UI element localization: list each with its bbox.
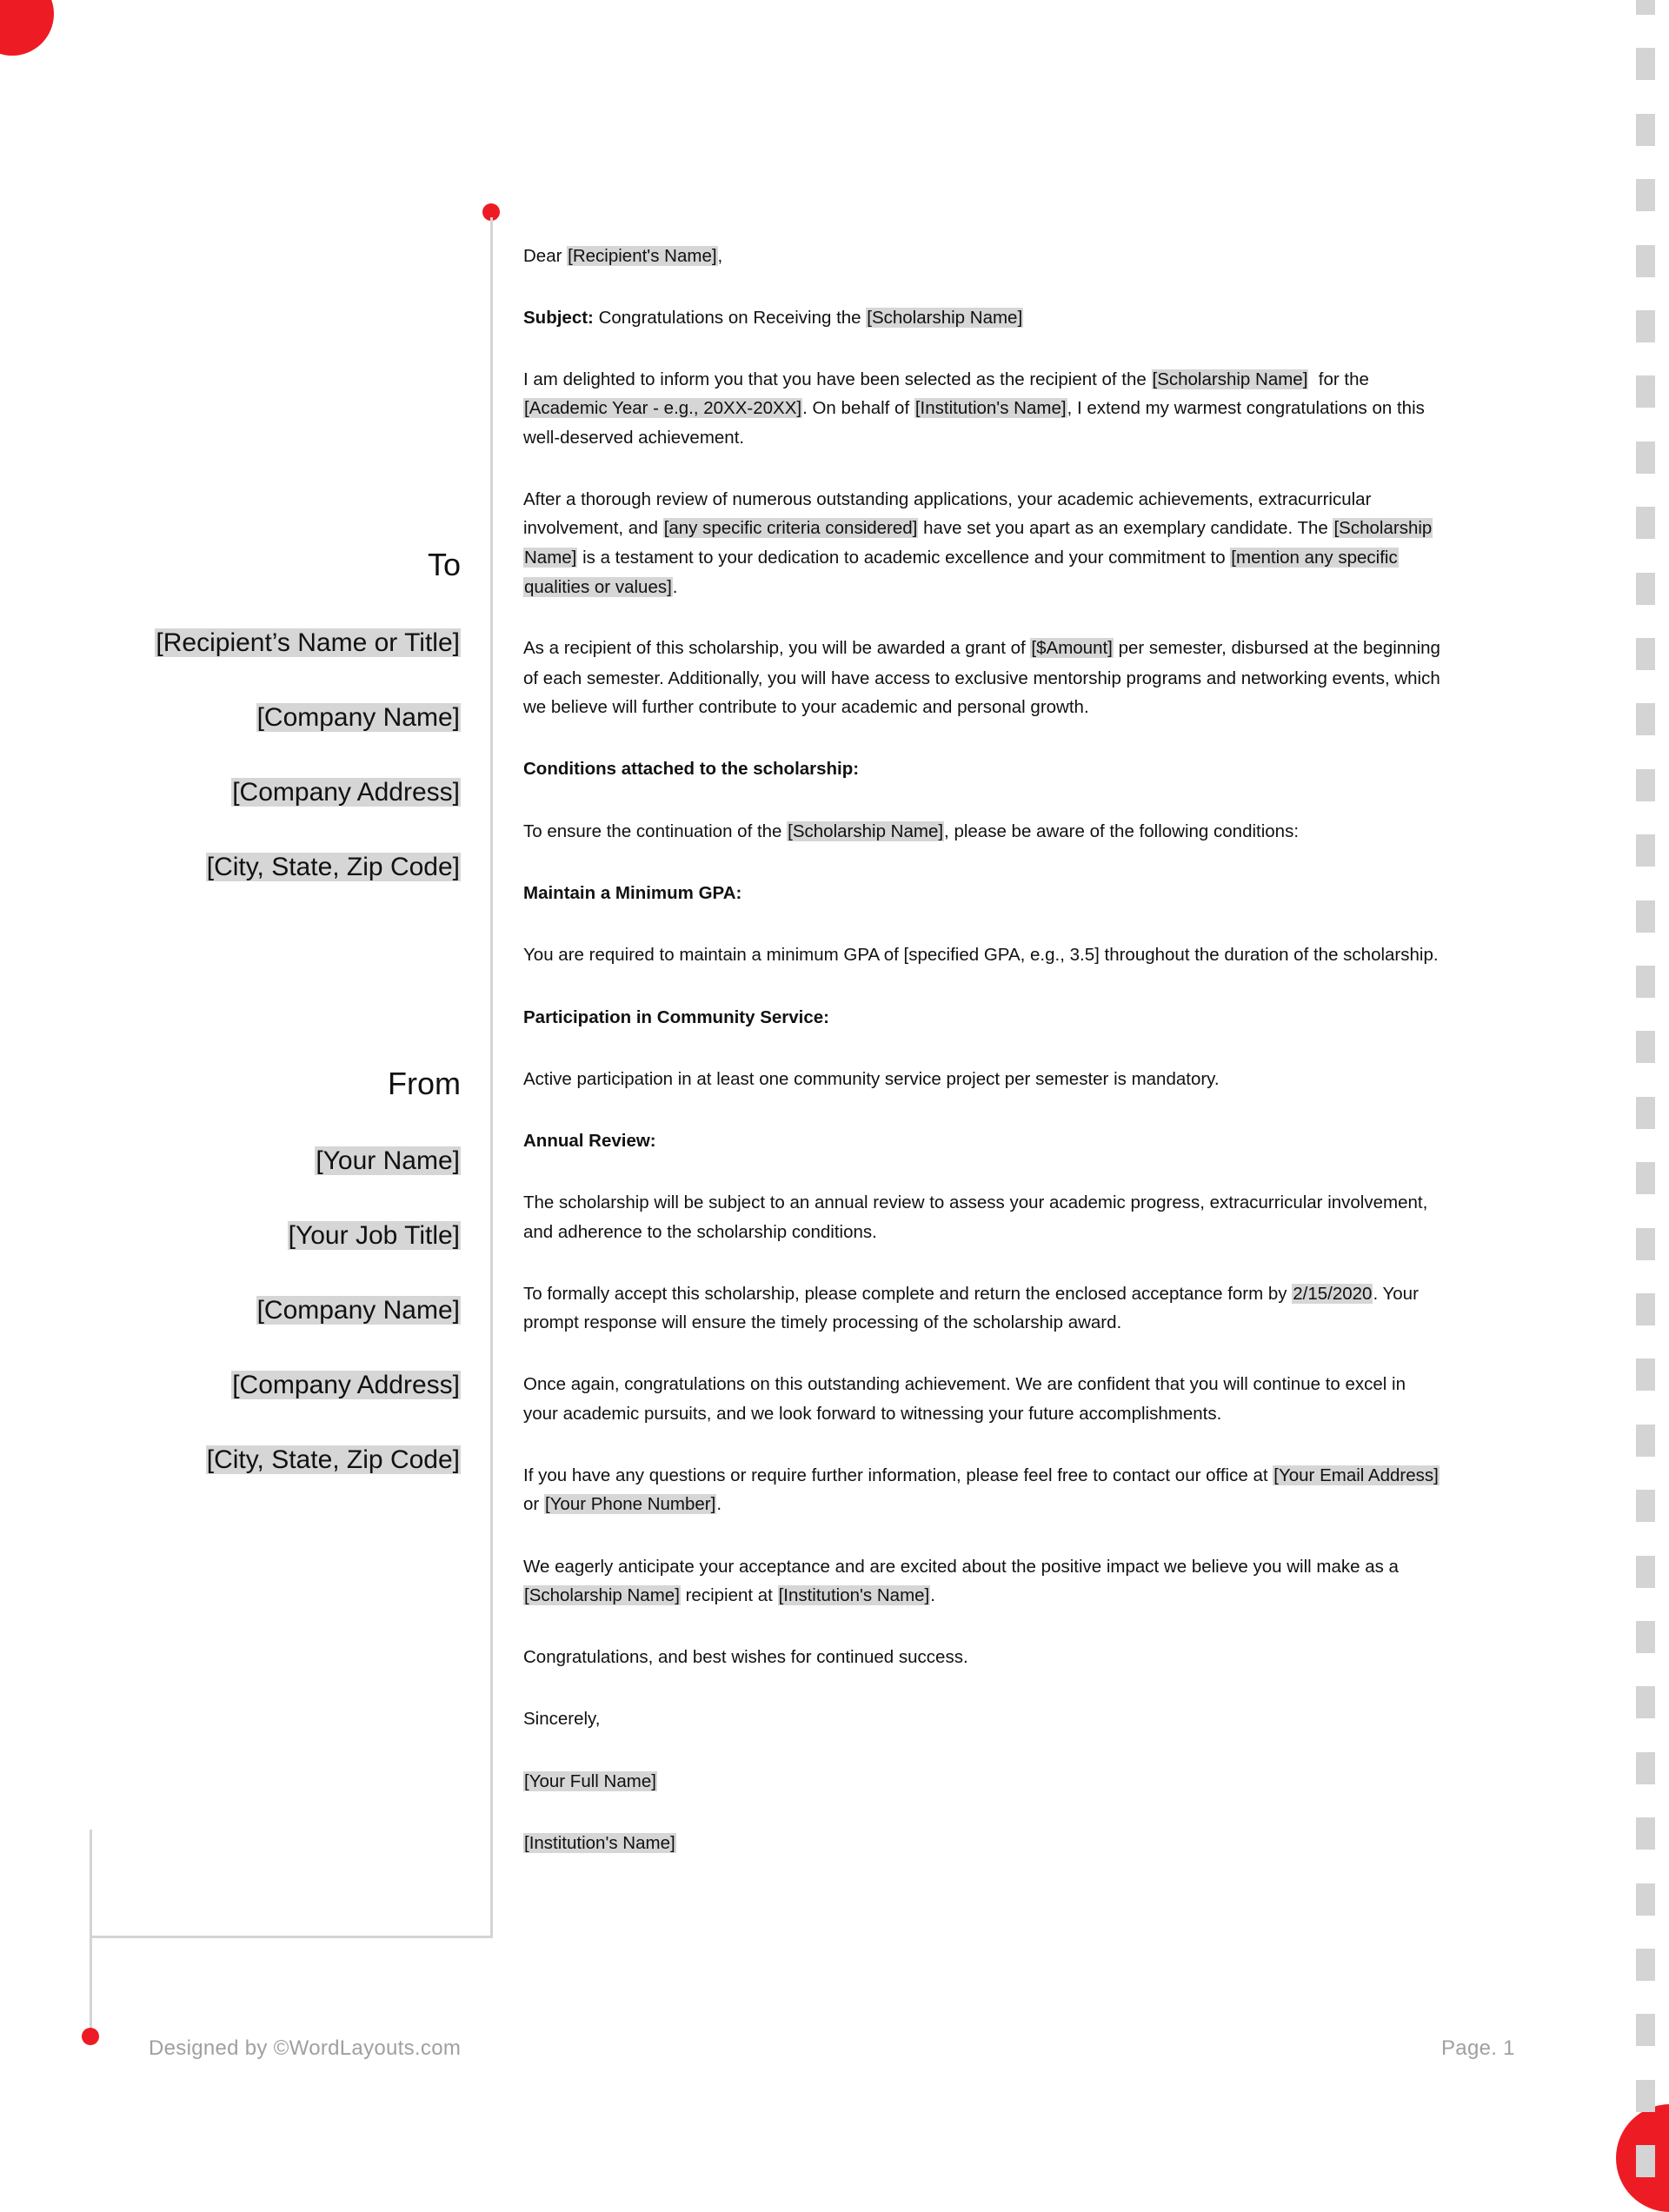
- border-stripe: [1636, 2080, 1655, 2112]
- again-line-2: your academic pursuits, and we look forward to witnessing your future accomplishments.: [523, 1404, 1222, 1424]
- border-stripe: [1636, 1293, 1655, 1325]
- review-heading: Annual Review:: [523, 1131, 656, 1151]
- paragraph-1-line-3: well-deserved achievement.: [523, 428, 745, 448]
- text: To formally accept this scholarship, please complete and return the enclosed acceptance form by: [523, 1284, 1293, 1304]
- placeholder: [Company Address]: [232, 1371, 460, 1399]
- placeholder: [Scholarship: [1333, 518, 1433, 538]
- text: is a testament to your dedication to academic excellence and your commitment to: [577, 548, 1231, 568]
- subject-text: Congratulations on Receiving the: [593, 308, 867, 328]
- to-company-address: [231, 775, 461, 810]
- placeholder: Name]: [524, 548, 577, 568]
- text: I am delighted to inform you that you have been selected as the recipient of the: [523, 369, 1152, 389]
- from-company-address: [231, 1368, 461, 1403]
- paragraph-3-line-2: of each semester. Additionally, you will have access to exclusive mentorship programs and networking events, which: [523, 668, 1440, 688]
- from-heading: From: [388, 1066, 461, 1101]
- placeholder: [Scholarship Name]: [788, 821, 944, 841]
- border-stripe: [1636, 2145, 1655, 2177]
- subject-label: Subject:: [523, 308, 594, 328]
- placeholder: [Scholarship Name]: [1152, 369, 1308, 389]
- border-stripe: [1636, 1031, 1655, 1063]
- placeholder: [Scholarship Name]: [867, 308, 1023, 328]
- timeline-horizontal-rule: [90, 1936, 493, 1938]
- placeholder: [Your Full Name]: [524, 1771, 656, 1791]
- placeholder: [Your Phone Number]: [544, 1494, 716, 1514]
- border-stripe: [1636, 1162, 1655, 1194]
- placeholder: [Company Name]: [256, 703, 460, 732]
- text: involvement, and: [523, 518, 663, 538]
- paragraph-3-line-3: we believe will further contribute to your academic and personal growth.: [523, 697, 1089, 717]
- border-stripe: [1636, 48, 1655, 80]
- text: have set you apart as an exemplary candidate. The: [918, 518, 1333, 538]
- border-stripe: [1636, 1490, 1655, 1522]
- contact-line-1: [523, 1464, 1440, 1488]
- contact-line-2: [523, 1492, 721, 1517]
- placeholder: [mention any specific: [1231, 548, 1398, 568]
- border-stripe: [1636, 1752, 1655, 1784]
- border-stripe: [1636, 966, 1655, 998]
- text: .: [672, 577, 678, 597]
- text: recipient at: [680, 1585, 778, 1605]
- to-company-name: [256, 701, 461, 735]
- border-stripe: [1636, 1817, 1655, 1850]
- footer-page-number: Page. 1: [1441, 2036, 1515, 2060]
- border-stripe: [1636, 507, 1655, 539]
- border-stripe: [1636, 2014, 1655, 2046]
- placeholder: [City, State, Zip Code]: [206, 1445, 460, 1474]
- border-stripe: [1636, 375, 1655, 408]
- border-stripe: [1636, 638, 1655, 670]
- anticipate-line-2: [523, 1584, 935, 1608]
- placeholder: qualities or values]: [524, 577, 672, 597]
- greeting-suffix: ,: [717, 246, 723, 266]
- border-stripe: [1636, 1949, 1655, 1981]
- border-stripe: [1636, 114, 1655, 146]
- accept-line-2: prompt response will ensure the timely processing of the scholarship award.: [523, 1312, 1122, 1332]
- text: If you have any questions or require further information, please feel free to contact our office at: [523, 1465, 1273, 1485]
- border-stripe: [1636, 1425, 1655, 1457]
- conditions-intro: [523, 820, 1299, 844]
- border-stripe: [1636, 310, 1655, 342]
- gpa-heading: Maintain a Minimum GPA:: [523, 883, 742, 903]
- text: per semester, disbursed at the beginning: [1113, 638, 1440, 658]
- paragraph-2-line-4: [523, 575, 678, 600]
- anticipate-line-1: We eagerly anticipate your acceptance and are excited about the positive impact we believe you will make as a: [523, 1557, 1399, 1577]
- text: As a recipient of this scholarship, you will be awarded a grant of: [523, 638, 1031, 658]
- from-city-state-zip: [206, 1443, 461, 1478]
- from-company-name: [256, 1293, 461, 1328]
- paragraph-2-line-2: [523, 516, 1433, 541]
- signature-name: [523, 1770, 657, 1794]
- placeholder: [Company Name]: [256, 1296, 460, 1325]
- placeholder: [Recipient’s Name or Title]: [156, 628, 460, 657]
- text: To ensure the continuation of the: [523, 821, 788, 841]
- paragraph-1-line-1: [523, 368, 1369, 392]
- corner-circle-top-left: [0, 0, 54, 56]
- border-stripe: [1636, 1621, 1655, 1653]
- border-stripe: [1636, 1228, 1655, 1260]
- from-job-title: [288, 1219, 461, 1253]
- border-stripe: [1636, 1097, 1655, 1129]
- text: , I extend my warmest congratulations on this: [1067, 398, 1425, 418]
- service-heading: Participation in Community Service:: [523, 1007, 829, 1027]
- text: for the: [1308, 369, 1369, 389]
- placeholder: [City, State, Zip Code]: [206, 853, 460, 881]
- signature-institution: [523, 1831, 676, 1856]
- to-recipient-name: [155, 626, 461, 661]
- paragraph-2-line-1: After a thorough review of numerous outstanding applications, your academic achievements, extracurricular: [523, 489, 1372, 509]
- placeholder: [$Amount]: [1031, 638, 1113, 658]
- placeholder: [Academic Year - e.g., 20XX-20XX]: [524, 398, 802, 418]
- border-stripe: [1636, 769, 1655, 801]
- border-stripe: [1636, 0, 1655, 15]
- border-stripe: [1636, 179, 1655, 211]
- placeholder: [Institution's Name]: [914, 398, 1067, 418]
- placeholder: [Scholarship Name]: [524, 1585, 680, 1605]
- border-stripe: [1636, 703, 1655, 735]
- placeholder: [any specific criteria considered]: [663, 518, 918, 538]
- from-your-name: [315, 1144, 461, 1179]
- closing-wish: Congratulations, and best wishes for continued success.: [523, 1647, 968, 1667]
- paragraph-3-line-1: [523, 636, 1440, 661]
- deadline-date: 2/15/2020: [1293, 1284, 1373, 1304]
- border-stripe: [1636, 442, 1655, 474]
- text: or: [523, 1494, 544, 1514]
- border-stripe: [1636, 834, 1655, 867]
- greeting-prefix: Dear: [523, 246, 568, 266]
- placeholder: [Company Address]: [232, 778, 460, 807]
- placeholder: [Your Name]: [316, 1146, 460, 1175]
- placeholder: [Institution's Name]: [524, 1833, 675, 1853]
- to-heading: To: [427, 547, 461, 582]
- timeline-vertical-rule-lower: [90, 1830, 92, 2031]
- again-line-1: Once again, congratulations on this outstanding achievement. We are confident that you will continue to excel in: [523, 1374, 1406, 1394]
- greeting: [523, 244, 722, 269]
- to-city-state-zip: [206, 850, 461, 885]
- placeholder: [Recipient's Name]: [568, 246, 717, 266]
- border-stripe: [1636, 1686, 1655, 1718]
- border-stripe: [1636, 573, 1655, 605]
- footer-credit: Designed by ©WordLayouts.com: [149, 2036, 462, 2060]
- gpa-text: You are required to maintain a minimum GPA of [specified GPA, e.g., 3.5] throughout the duration of the scholarship.: [523, 945, 1439, 965]
- text: .: [716, 1494, 722, 1514]
- text: . Your: [1373, 1284, 1419, 1304]
- placeholder: [Your Job Title]: [288, 1221, 460, 1250]
- text: .: [930, 1585, 935, 1605]
- accept-line-1: [523, 1282, 1419, 1306]
- border-stripe: [1636, 1556, 1655, 1588]
- border-stripe: [1636, 1883, 1655, 1916]
- placeholder: [Your Email Address]: [1273, 1465, 1439, 1485]
- subject-line: [523, 306, 1023, 330]
- border-stripe: [1636, 245, 1655, 277]
- service-text: Active participation in at least one community service project per semester is mandatory.: [523, 1069, 1220, 1089]
- timeline-vertical-rule: [490, 217, 493, 1938]
- review-text-line-1: The scholarship will be subject to an annual review to assess your academic progress, extracurricular involvement,: [523, 1192, 1428, 1212]
- border-stripe: [1636, 1358, 1655, 1391]
- conditions-heading: Conditions attached to the scholarship:: [523, 759, 860, 779]
- placeholder: [Institution's Name]: [778, 1585, 930, 1605]
- paragraph-2-line-3: [523, 546, 1399, 570]
- review-text-line-2: and adherence to the scholarship conditions.: [523, 1222, 877, 1242]
- border-stripe: [1636, 900, 1655, 933]
- text: . On behalf of: [802, 398, 914, 418]
- paragraph-1-line-2: [523, 396, 1425, 421]
- text: , please be aware of the following conditions:: [944, 821, 1300, 841]
- timeline-dot-bottom: [82, 2028, 99, 2045]
- signoff: Sincerely,: [523, 1709, 601, 1729]
